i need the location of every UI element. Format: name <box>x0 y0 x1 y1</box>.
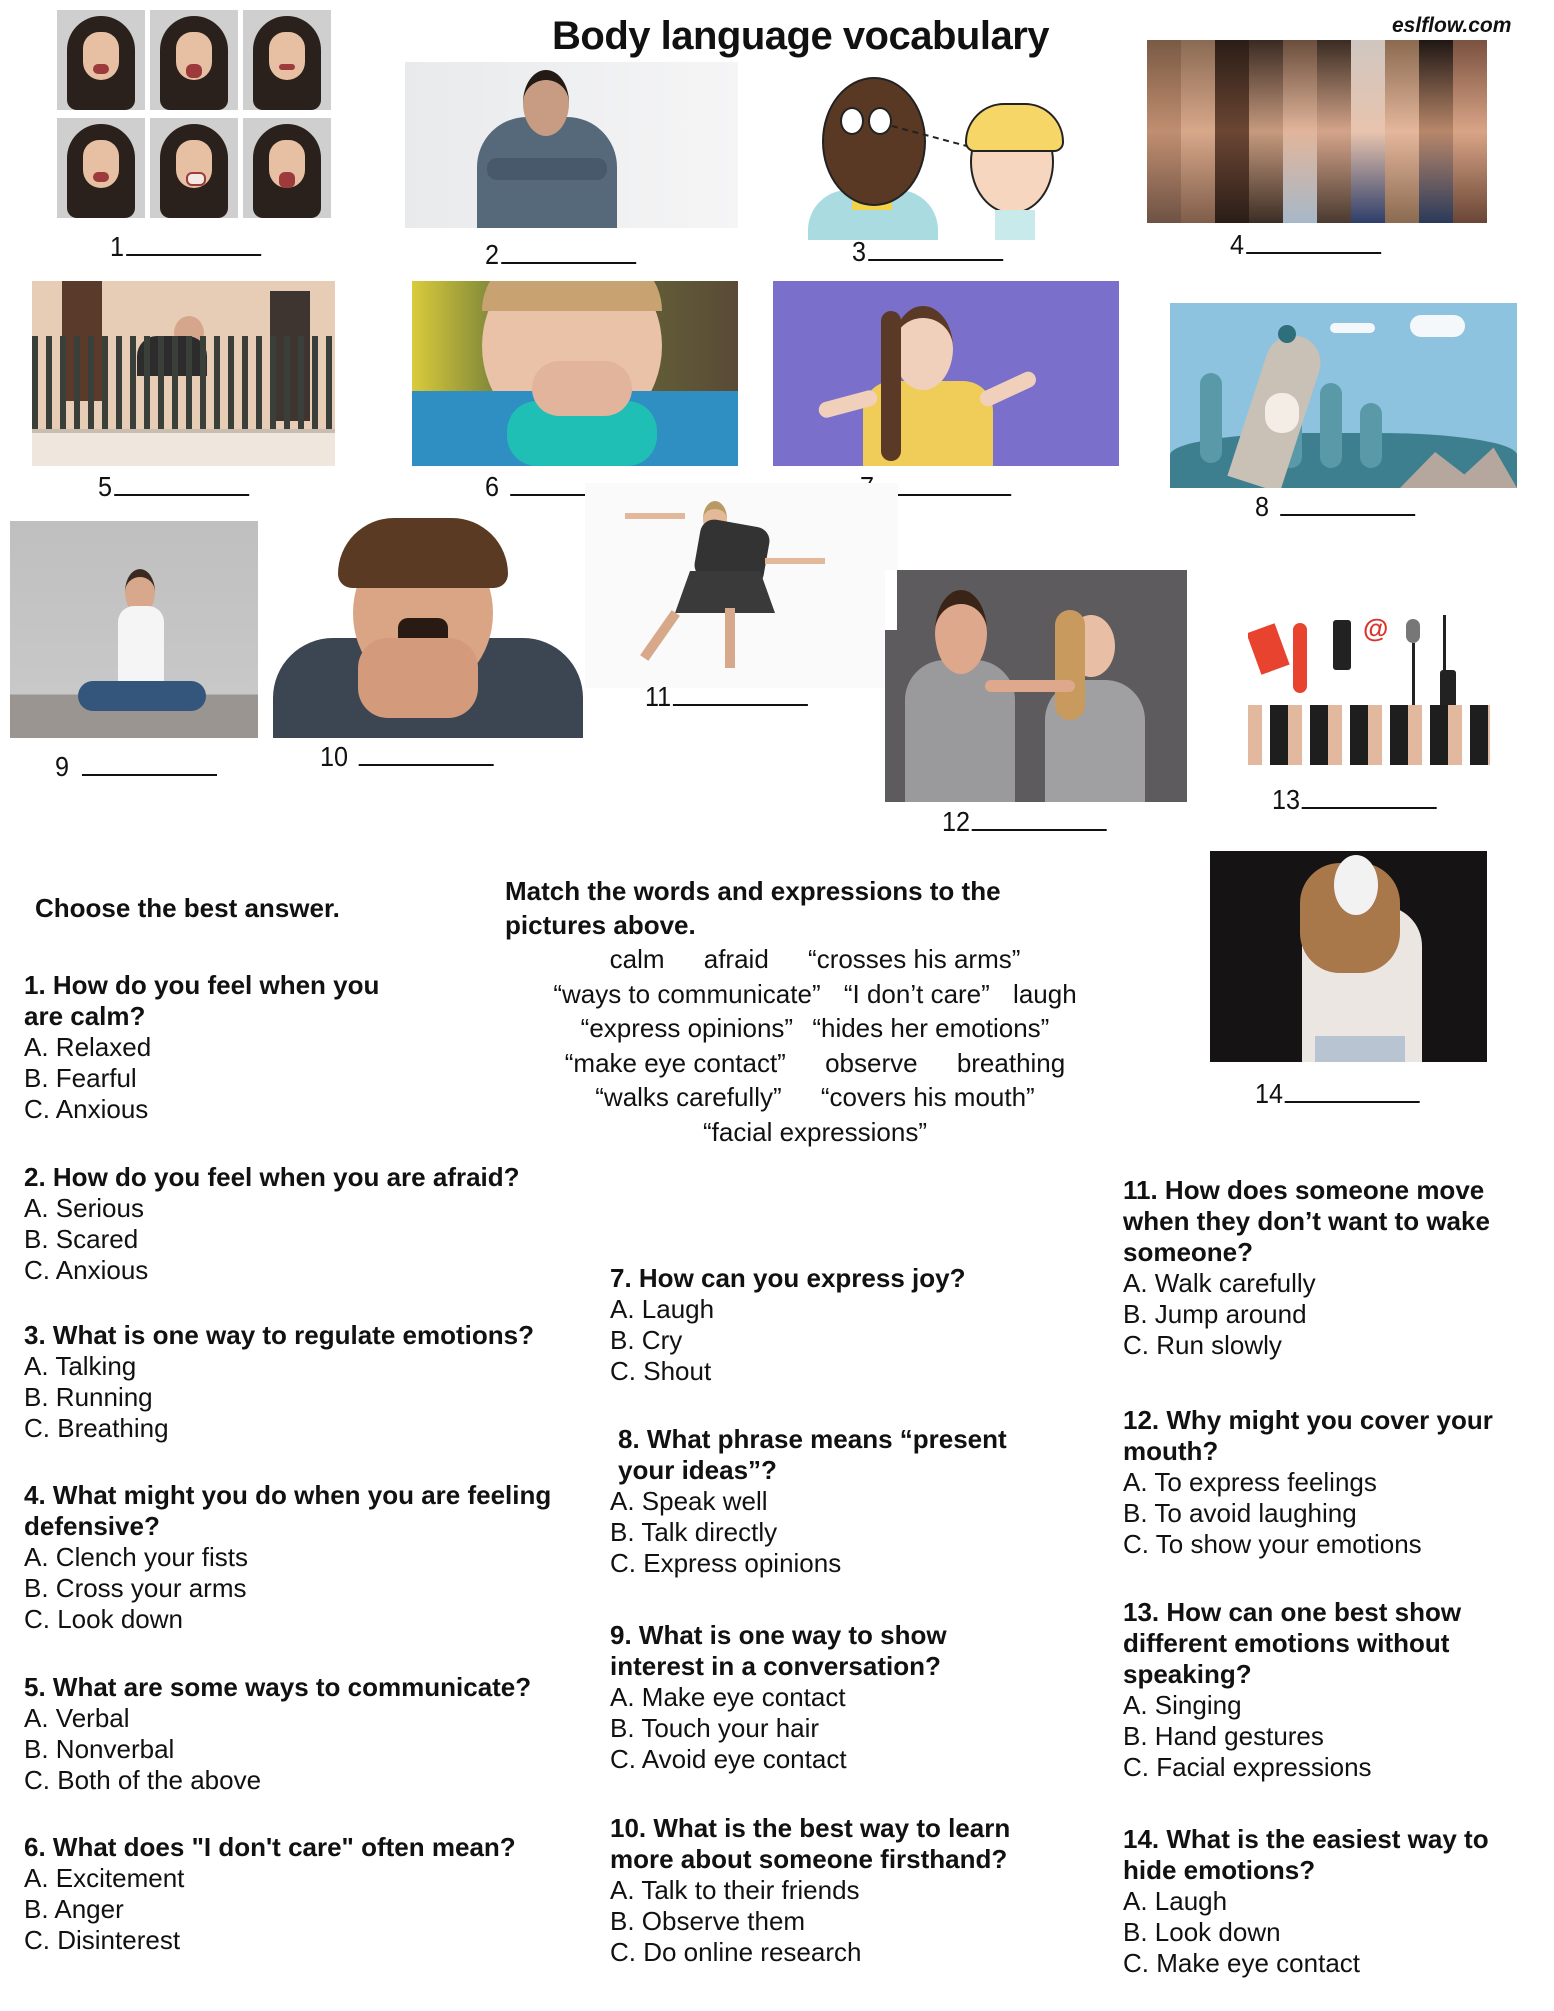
option-a[interactable]: A. Serious <box>24 1193 144 1223</box>
word-item: “hides her emotions” <box>812 1013 1050 1043</box>
eye-contact-image <box>800 65 1080 240</box>
word-item: breathing <box>956 1047 1066 1078</box>
word-bank-row <box>485 942 1145 977</box>
answer-blank-5[interactable] <box>98 470 249 503</box>
option-c[interactable]: C. Run slowly <box>1123 1330 1282 1360</box>
option-a[interactable]: A. To express feelings <box>1123 1467 1377 1497</box>
quiz-instructions: Choose the best answer. <box>35 893 340 923</box>
word-bank-row <box>485 1046 1145 1081</box>
option-b[interactable]: B. Fearful <box>24 1063 137 1093</box>
question-text: 2. How do you feel when you are afraid? <box>24 1162 520 1192</box>
question-14 <box>1123 1824 1543 1979</box>
option-a[interactable]: A. Talk to their friends <box>610 1875 860 1905</box>
question-text: 8. What phrase means “present your ideas”? <box>618 1424 1007 1485</box>
picture-number: 6 <box>485 471 500 502</box>
option-b[interactable]: B. Nonverbal <box>24 1734 175 1764</box>
question-text: 10. What is the best way to learn more about someone firsthand? <box>610 1813 1011 1874</box>
question-3 <box>24 1320 604 1444</box>
option-a[interactable]: A. Clench your fists <box>24 1542 248 1572</box>
word-bank-row <box>485 1080 1145 1115</box>
walks-carefully-image <box>585 483 898 688</box>
option-c[interactable]: C. To show your emotions <box>1123 1529 1422 1559</box>
afraid-image <box>258 518 583 738</box>
observe-image <box>32 281 335 466</box>
option-c[interactable]: C. Do online research <box>610 1937 862 1967</box>
option-b[interactable]: B. Hand gestures <box>1123 1721 1324 1751</box>
question-1 <box>24 970 424 1125</box>
answer-blank-9[interactable] <box>55 750 217 783</box>
question-text: 4. What might you do when you are feeling defensive? <box>24 1480 552 1541</box>
hides-emotions-image <box>1210 851 1487 1062</box>
word-bank <box>485 942 1145 1149</box>
option-a[interactable]: A. Relaxed <box>24 1032 152 1062</box>
option-b[interactable]: B. Observe them <box>610 1906 806 1936</box>
crossed-arms-image <box>405 62 738 228</box>
ways-to-communicate-image <box>1248 615 1490 765</box>
answer-blank-3[interactable] <box>852 235 1003 268</box>
option-c[interactable]: C. Anxious <box>24 1094 149 1124</box>
word-item: “express opinions” <box>580 1013 794 1043</box>
question-13 <box>1123 1597 1523 1783</box>
option-a[interactable]: A. Laugh <box>1123 1886 1228 1916</box>
option-a[interactable]: A. Excitement <box>24 1863 185 1893</box>
word-bank-row <box>485 1115 1145 1150</box>
option-c[interactable]: C. Facial expressions <box>1123 1752 1372 1782</box>
option-c[interactable]: C. Make eye contact <box>1123 1948 1360 1978</box>
word-item: “walks carefully” <box>595 1082 782 1112</box>
word-item: “crosses his arms” <box>808 944 1021 974</box>
at-sign-icon: @ <box>1363 615 1389 643</box>
option-b[interactable]: B. Scared <box>24 1224 139 1254</box>
answer-blank-8[interactable] <box>1255 490 1415 523</box>
answer-blank-14[interactable] <box>1255 1077 1420 1110</box>
question-6 <box>24 1832 604 1956</box>
picture-number: 3 <box>852 236 867 267</box>
option-a[interactable]: A. Singing <box>1123 1690 1242 1720</box>
word-item: observe <box>825 1047 918 1078</box>
answer-blank-12[interactable] <box>942 805 1107 838</box>
option-b[interactable]: B. Talk directly <box>610 1517 778 1547</box>
laughing-faces-image <box>1147 40 1487 223</box>
question-text: 1. How do you feel when you are calm? <box>24 970 380 1031</box>
match-instructions: Match the words and expressions to the pictures above. <box>505 876 1001 940</box>
question-text: 5. What are some ways to communicate? <box>24 1672 532 1702</box>
option-b[interactable]: B. Cross your arms <box>24 1573 247 1603</box>
question-2 <box>24 1162 604 1286</box>
option-a[interactable]: A. Make eye contact <box>610 1682 846 1712</box>
option-b[interactable]: B. Anger <box>24 1894 124 1924</box>
option-c[interactable]: C. Look down <box>24 1604 183 1634</box>
word-item: “make eye contact” <box>564 1047 786 1078</box>
calm-image <box>10 521 275 738</box>
option-c[interactable]: C. Anxious <box>24 1255 149 1285</box>
option-a[interactable]: A. Walk carefully <box>1123 1268 1316 1298</box>
picture-number: 14 <box>1255 1078 1284 1109</box>
picture-number: 13 <box>1272 784 1301 815</box>
option-b[interactable]: B. To avoid laughing <box>1123 1498 1357 1528</box>
picture-number: 10 <box>320 741 349 772</box>
picture-number: 8 <box>1255 491 1270 522</box>
word-item: laugh <box>1013 978 1077 1009</box>
question-text: 12. Why might you cover your mouth? <box>1123 1405 1493 1466</box>
answer-blank-1[interactable] <box>110 230 261 263</box>
question-text: 11. How does someone move when they don’t want to wake someone? <box>1123 1175 1490 1267</box>
word-item: calm <box>609 944 665 974</box>
picture-number: 4 <box>1230 229 1245 260</box>
answer-blank-2[interactable] <box>485 238 636 271</box>
picture-number: 12 <box>942 806 971 837</box>
page-title: Body language vocabulary <box>552 14 1050 58</box>
question-text: 13. How can one best show different emotions without speaking? <box>1123 1597 1462 1689</box>
word-bank-row <box>485 977 1145 1012</box>
question-12 <box>1123 1405 1543 1560</box>
picture-number: 1 <box>110 231 125 262</box>
answer-blank-4[interactable] <box>1230 228 1381 261</box>
facial-expressions-image <box>57 10 333 218</box>
option-b[interactable]: B. Running <box>24 1382 153 1412</box>
question-text: 3. What is one way to regulate emotions? <box>24 1320 534 1350</box>
answer-blank-11[interactable] <box>645 680 808 713</box>
option-c[interactable]: C. Express opinions <box>610 1548 842 1578</box>
option-c[interactable]: C. Disinterest <box>24 1925 181 1955</box>
word-item: “facial expressions” <box>703 1116 927 1147</box>
picture-number: 5 <box>98 471 113 502</box>
shrug-image <box>773 281 1119 466</box>
option-c[interactable]: C. Avoid eye contact <box>610 1744 847 1774</box>
question-text: 14. What is the easiest way to hide emotions? <box>1123 1824 1489 1885</box>
question-text: 9. What is one way to show interest in a conversation? <box>610 1620 947 1681</box>
site-watermark: eslflow.com <box>1392 14 1512 37</box>
question-5 <box>24 1672 604 1796</box>
option-c[interactable]: C. Breathing <box>24 1413 169 1443</box>
option-c[interactable]: C. Both of the above <box>24 1765 262 1795</box>
question-7 <box>610 1263 1050 1387</box>
question-4 <box>24 1480 604 1635</box>
word-bank-row <box>485 1011 1145 1046</box>
express-opinions-image <box>885 570 1187 802</box>
breathing-image <box>1170 303 1517 488</box>
option-a[interactable]: A. Verbal <box>24 1703 130 1733</box>
question-8 <box>610 1424 1050 1579</box>
word-item: “covers his mouth” <box>820 1082 1035 1112</box>
picture-number: 2 <box>485 239 500 270</box>
option-a[interactable]: A. Laugh <box>610 1294 715 1324</box>
word-item: afraid <box>703 944 769 974</box>
option-a[interactable]: A. Talking <box>24 1351 137 1381</box>
picture-number: 9 <box>55 751 70 782</box>
question-9 <box>610 1620 1030 1775</box>
option-c[interactable]: C. Shout <box>610 1356 712 1386</box>
question-11 <box>1123 1175 1543 1361</box>
word-item: “I don’t care” <box>843 978 990 1009</box>
option-b[interactable]: B. Jump around <box>1123 1299 1307 1329</box>
option-b[interactable]: B. Touch your hair <box>610 1713 820 1743</box>
option-b[interactable]: B. Look down <box>1123 1917 1281 1947</box>
option-b[interactable]: B. Cry <box>610 1325 683 1355</box>
question-text: 7. How can you express joy? <box>610 1263 966 1293</box>
question-text: 6. What does "I don't care" often mean? <box>24 1832 516 1862</box>
word-item: “ways to communicate” <box>553 978 821 1009</box>
answer-blank-10[interactable] <box>320 740 494 773</box>
option-a[interactable]: A. Speak well <box>610 1486 768 1516</box>
picture-number: 11 <box>645 681 672 712</box>
covers-mouth-image <box>412 281 738 466</box>
answer-blank-13[interactable] <box>1272 783 1437 816</box>
question-10 <box>610 1813 1060 1968</box>
